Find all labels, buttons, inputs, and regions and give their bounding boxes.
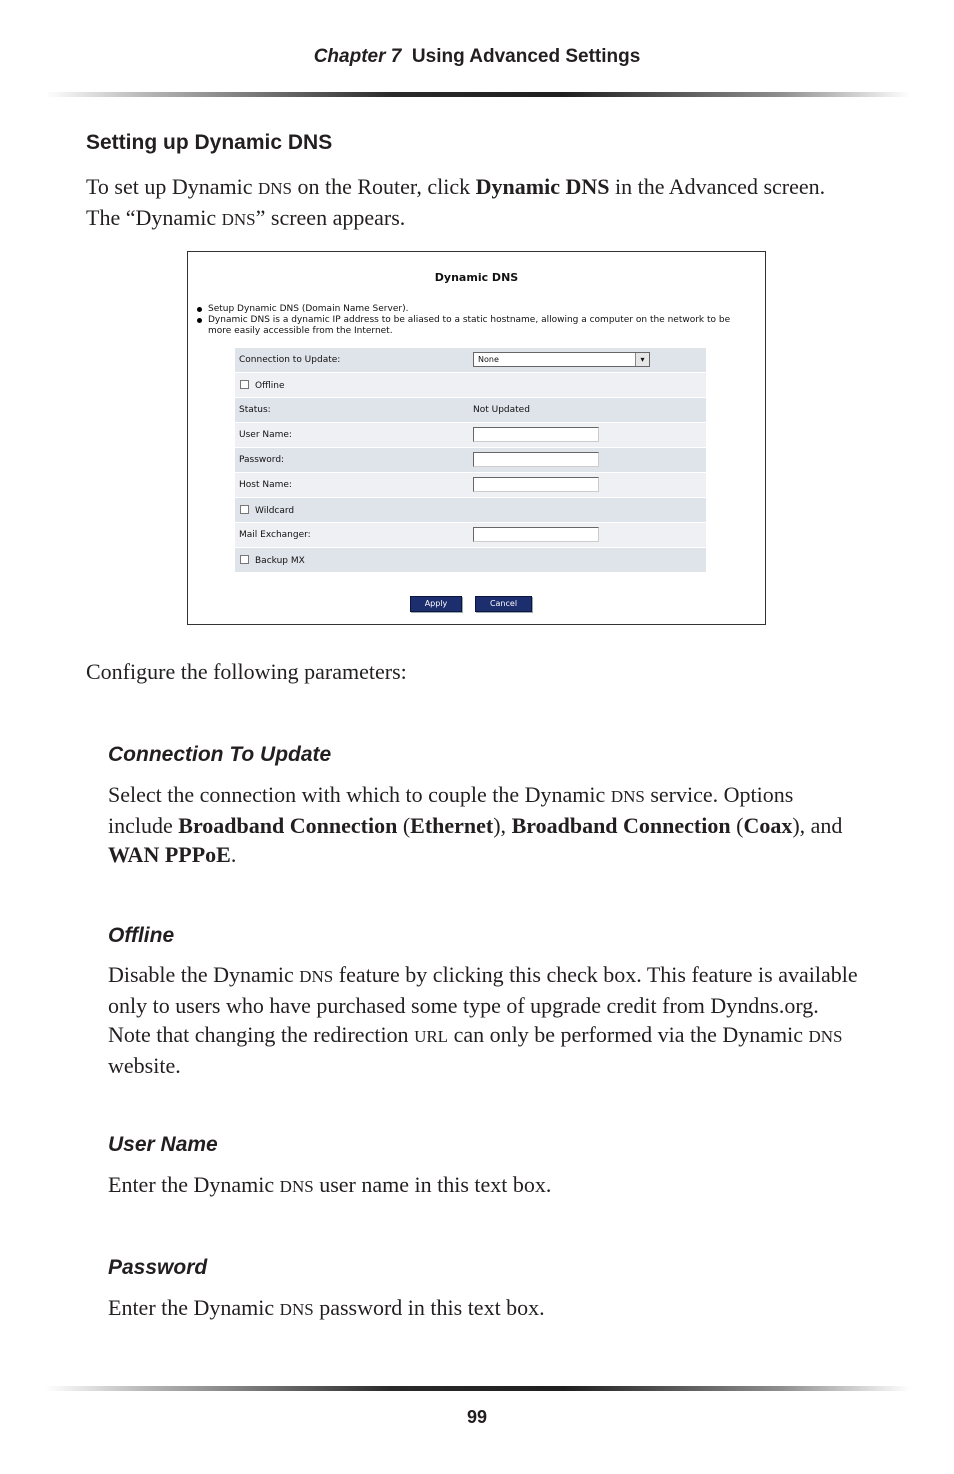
description-item: Setup Dynamic DNS (Domain Name Server). <box>196 304 756 315</box>
backup-mx-label: Backup MX <box>255 556 305 566</box>
connection-label: Connection to Update: <box>239 355 341 365</box>
username-heading: User Name <box>108 1133 218 1156</box>
offline-label: Offline <box>255 381 285 391</box>
dynamic-dns-screenshot <box>187 251 766 625</box>
password-paragraph: Enter the Dynamic DNS password in this text box. <box>108 1295 545 1320</box>
status-label: Status: <box>239 405 271 415</box>
cancel-button[interactable]: Cancel <box>475 596 532 612</box>
connection-select[interactable] <box>473 352 650 367</box>
wildcard-label: Wildcard <box>255 506 295 516</box>
password-label: Password: <box>239 455 285 465</box>
backup-mx-row <box>235 548 706 573</box>
footer-rule <box>45 1386 910 1391</box>
running-header <box>0 46 954 68</box>
hostname-label: Host Name: <box>239 480 292 490</box>
mail-exchanger-input[interactable] <box>473 527 599 542</box>
offline-checkbox[interactable] <box>240 380 249 389</box>
username-paragraph: Enter the Dynamic DNS user name in this text box. <box>108 1172 552 1197</box>
configure-paragraph: Configure the following parameters: <box>86 659 407 684</box>
mail-exchanger-row <box>235 523 706 548</box>
intro-paragraph: To set up Dynamic DNS on the Router, click Dynamic DNS in the Advanced screen. The “Dynamic DNS” screen appears. <box>86 174 826 230</box>
status-value: Not Updated <box>473 405 530 415</box>
hostname-row <box>235 473 706 498</box>
hostname-input[interactable] <box>473 477 599 492</box>
screen-title: Dynamic DNS <box>434 271 519 284</box>
password-row <box>235 448 706 473</box>
chevron-down-icon[interactable]: ▾ <box>635 353 649 366</box>
wildcard-checkbox[interactable] <box>240 505 249 514</box>
password-heading: Password <box>108 1256 208 1279</box>
username-input[interactable] <box>473 427 599 442</box>
connection-row <box>235 348 706 373</box>
chapter-title: Using Advanced Settings <box>411 46 641 67</box>
username-label: User Name: <box>239 430 292 440</box>
chapter-label: Chapter 7 <box>313 46 402 67</box>
wildcard-row <box>235 498 706 523</box>
screen-description <box>196 304 756 337</box>
connection-heading: Connection To Update <box>108 743 332 766</box>
offline-row <box>235 373 706 398</box>
connection-select-value: None <box>478 355 499 364</box>
status-row <box>235 398 706 423</box>
backup-mx-checkbox[interactable] <box>240 555 249 564</box>
description-item: Dynamic DNS is a dynamic IP address to be aliased to a static hostname, allowing a computer on the network to be more easily accessible from the Internet. <box>196 315 756 337</box>
header-rule <box>45 92 910 97</box>
username-row <box>235 423 706 448</box>
section-title: Setting up Dynamic DNS <box>86 131 333 154</box>
password-input[interactable] <box>473 452 599 467</box>
apply-button[interactable]: Apply <box>410 596 462 612</box>
connection-paragraph: Select the connection with which to couple the Dynamic DNS service. Options include Broadband Connection (Ethernet), Broadband Connection (Coax), and WAN PPPoE. <box>108 782 843 867</box>
mail-exchanger-label: Mail Exchanger: <box>239 530 311 540</box>
offline-heading: Offline <box>108 924 175 947</box>
offline-paragraph: Disable the Dynamic DNS feature by clicking this check box. This feature is available only to users who have purchased some type of upgrade credit from Dyndns.org. Note that changing the redirection URL can only be performed via the Dynamic DNS website. <box>108 962 858 1078</box>
dns-form <box>235 348 706 573</box>
page-number: 99 <box>466 1407 488 1427</box>
